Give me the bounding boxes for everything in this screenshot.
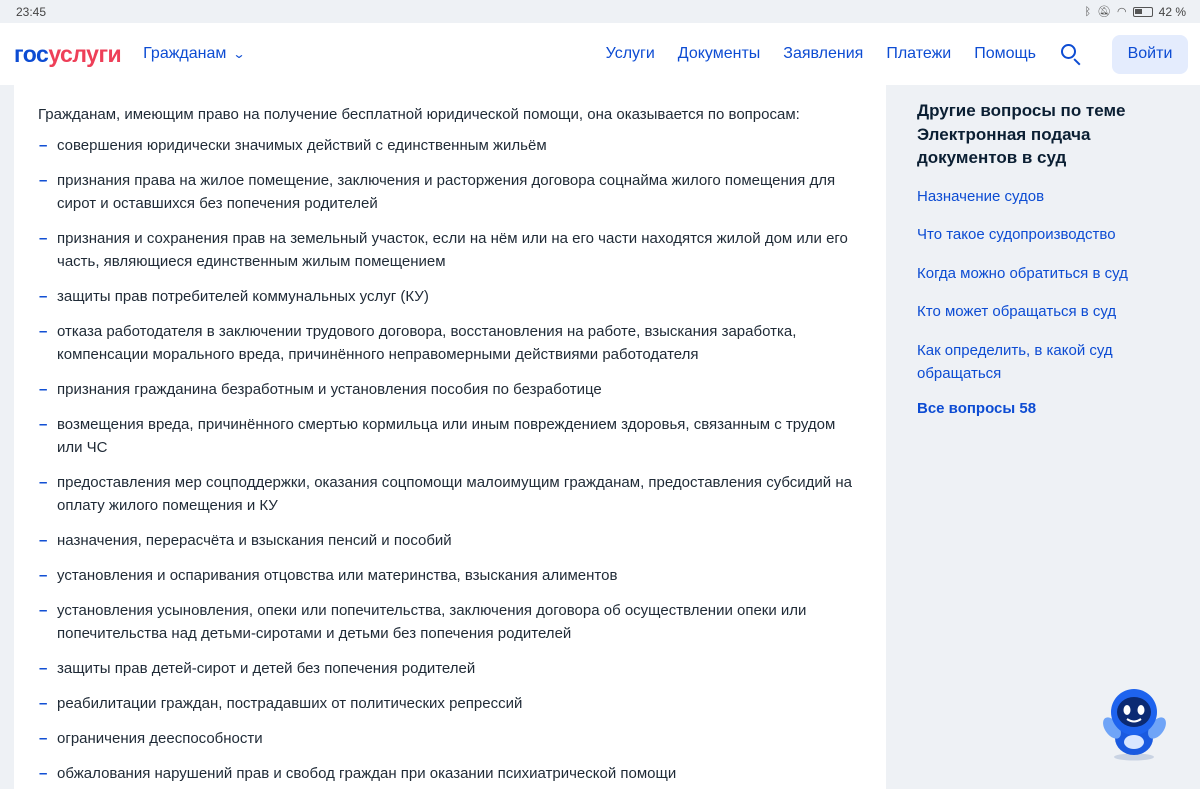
dash-bullet-icon: – bbox=[39, 230, 48, 247]
main-content bbox=[14, 85, 886, 789]
related-link-which-court[interactable]: Как определить, в какой суд обращаться bbox=[917, 341, 1113, 382]
nav-applications[interactable]: Заявления bbox=[783, 45, 864, 62]
status-icons bbox=[1084, 5, 1186, 19]
wifi-icon: ◠ bbox=[1117, 6, 1127, 18]
related-link-legal-proceedings[interactable]: Что такое судопроизводство bbox=[917, 226, 1116, 243]
dash-bullet-icon: – bbox=[39, 172, 48, 189]
robot-assistant-icon[interactable] bbox=[1094, 682, 1174, 762]
related-link-when-to-apply[interactable]: Когда можно обратиться в суд bbox=[917, 264, 1128, 282]
list-item: – признания и сохранения прав на земельный участок, если на нём или на его части находятся жилой дом или его часть, являющиеся единственным жилым помещением bbox=[38, 227, 862, 273]
list-item: – ограничения дееспособности bbox=[38, 727, 862, 750]
list-item: – реабилитации граждан, пострадавших от политических репрессий bbox=[38, 692, 862, 715]
dash-bullet-icon: – bbox=[39, 730, 48, 747]
dash-bullet-icon: – bbox=[39, 137, 48, 154]
nav-help[interactable]: Помощь bbox=[974, 45, 1036, 62]
dash-bullet-icon: – bbox=[39, 532, 48, 549]
related-links bbox=[917, 185, 1160, 385]
nav-payments[interactable]: Платежи bbox=[886, 45, 952, 62]
dash-bullet-icon: – bbox=[39, 695, 48, 712]
status-time: 23:45 bbox=[16, 4, 47, 19]
login-button[interactable]: Войти bbox=[1112, 35, 1188, 74]
related-link-court-appointment[interactable]: Назначение судов bbox=[917, 187, 1045, 205]
gosuslugi-logo[interactable]: гос услуги bbox=[14, 40, 122, 67]
citizen-dropdown-label: Гражданам bbox=[143, 45, 227, 62]
search-icon[interactable] bbox=[1060, 43, 1082, 65]
list-item: – назначения, перерасчёта и взыскания пенсий и пособий bbox=[38, 529, 862, 552]
list-item: – признания права на жилое помещение, заключения и расторжения договора соцнайма жилого помещения для сирот и оставшихся без попечения родителей bbox=[38, 169, 862, 215]
bluetooth-icon: ᛒ bbox=[1084, 5, 1092, 18]
dash-bullet-icon: – bbox=[39, 660, 48, 677]
citizen-dropdown[interactable] bbox=[143, 45, 244, 63]
main-nav bbox=[583, 35, 1188, 74]
list-item: – установления усыновления, опеки или попечительства, заключения договора об осуществлении опеки или попечительства над детьми-сиротами и детьми без попечения родителей bbox=[38, 599, 862, 645]
dash-bullet-icon: – bbox=[39, 323, 48, 340]
sidebar-title: Другие вопросы по теме Электронная подача документов в суд bbox=[917, 101, 1126, 167]
list-item: – предоставления мер соцподдержки, оказания соцпомощи малоимущим гражданам, предоставления субсидий на оплату жилого помещения и КУ bbox=[38, 471, 862, 517]
list-item: – защиты прав детей-сирот и детей без попечения родителей bbox=[38, 657, 862, 680]
chevron-down-icon: ⌄ bbox=[232, 47, 246, 61]
list-item: – установления и оспаривания отцовства или материнства, взыскания алиментов bbox=[38, 564, 862, 587]
all-questions-link[interactable]: Все вопросы 58 bbox=[917, 400, 1037, 417]
site-header bbox=[0, 23, 1200, 85]
list-item: – признания гражданина безработным и установления пособия по безработице bbox=[38, 378, 862, 401]
intro-text: Гражданам, имеющим право на получение бесплатной юридической помощи, она оказывается по вопросам: bbox=[38, 106, 800, 123]
battery-icon bbox=[1133, 7, 1153, 17]
nav-documents[interactable]: Документы bbox=[677, 45, 761, 62]
battery-level: 42 % bbox=[1158, 4, 1186, 19]
legal-aid-list bbox=[38, 134, 862, 785]
status-bar bbox=[0, 0, 1200, 23]
list-item: – отказа работодателя в заключении трудового договора, восстановления на работе, взыскания заработка, компенсации морального вреда, причинённого неправомерными действиями работодателя bbox=[38, 320, 862, 366]
list-item: – обжалования нарушений прав и свобод граждан при оказании психиатрической помощи bbox=[38, 762, 862, 785]
dash-bullet-icon: – bbox=[39, 765, 48, 782]
dash-bullet-icon: – bbox=[39, 288, 48, 305]
dash-bullet-icon: – bbox=[39, 381, 48, 398]
dash-bullet-icon: – bbox=[39, 602, 48, 619]
mute-icon: 🔕︎ bbox=[1097, 6, 1112, 18]
list-item: – возмещения вреда, причинённого смертью кормильца или иным повреждением здоровья, связанным с трудом или ЧС bbox=[38, 413, 862, 459]
nav-services[interactable]: Услуги bbox=[605, 45, 655, 62]
dash-bullet-icon: – bbox=[39, 474, 48, 491]
dash-bullet-icon: – bbox=[39, 416, 48, 433]
related-link-who-can-apply[interactable]: Кто может обращаться в суд bbox=[917, 303, 1117, 320]
list-item: – защиты прав потребителей коммунальных услуг (КУ) bbox=[38, 285, 862, 308]
list-item: – совершения юридически значимых действий с единственным жильём bbox=[38, 134, 862, 157]
dash-bullet-icon: – bbox=[39, 567, 48, 584]
